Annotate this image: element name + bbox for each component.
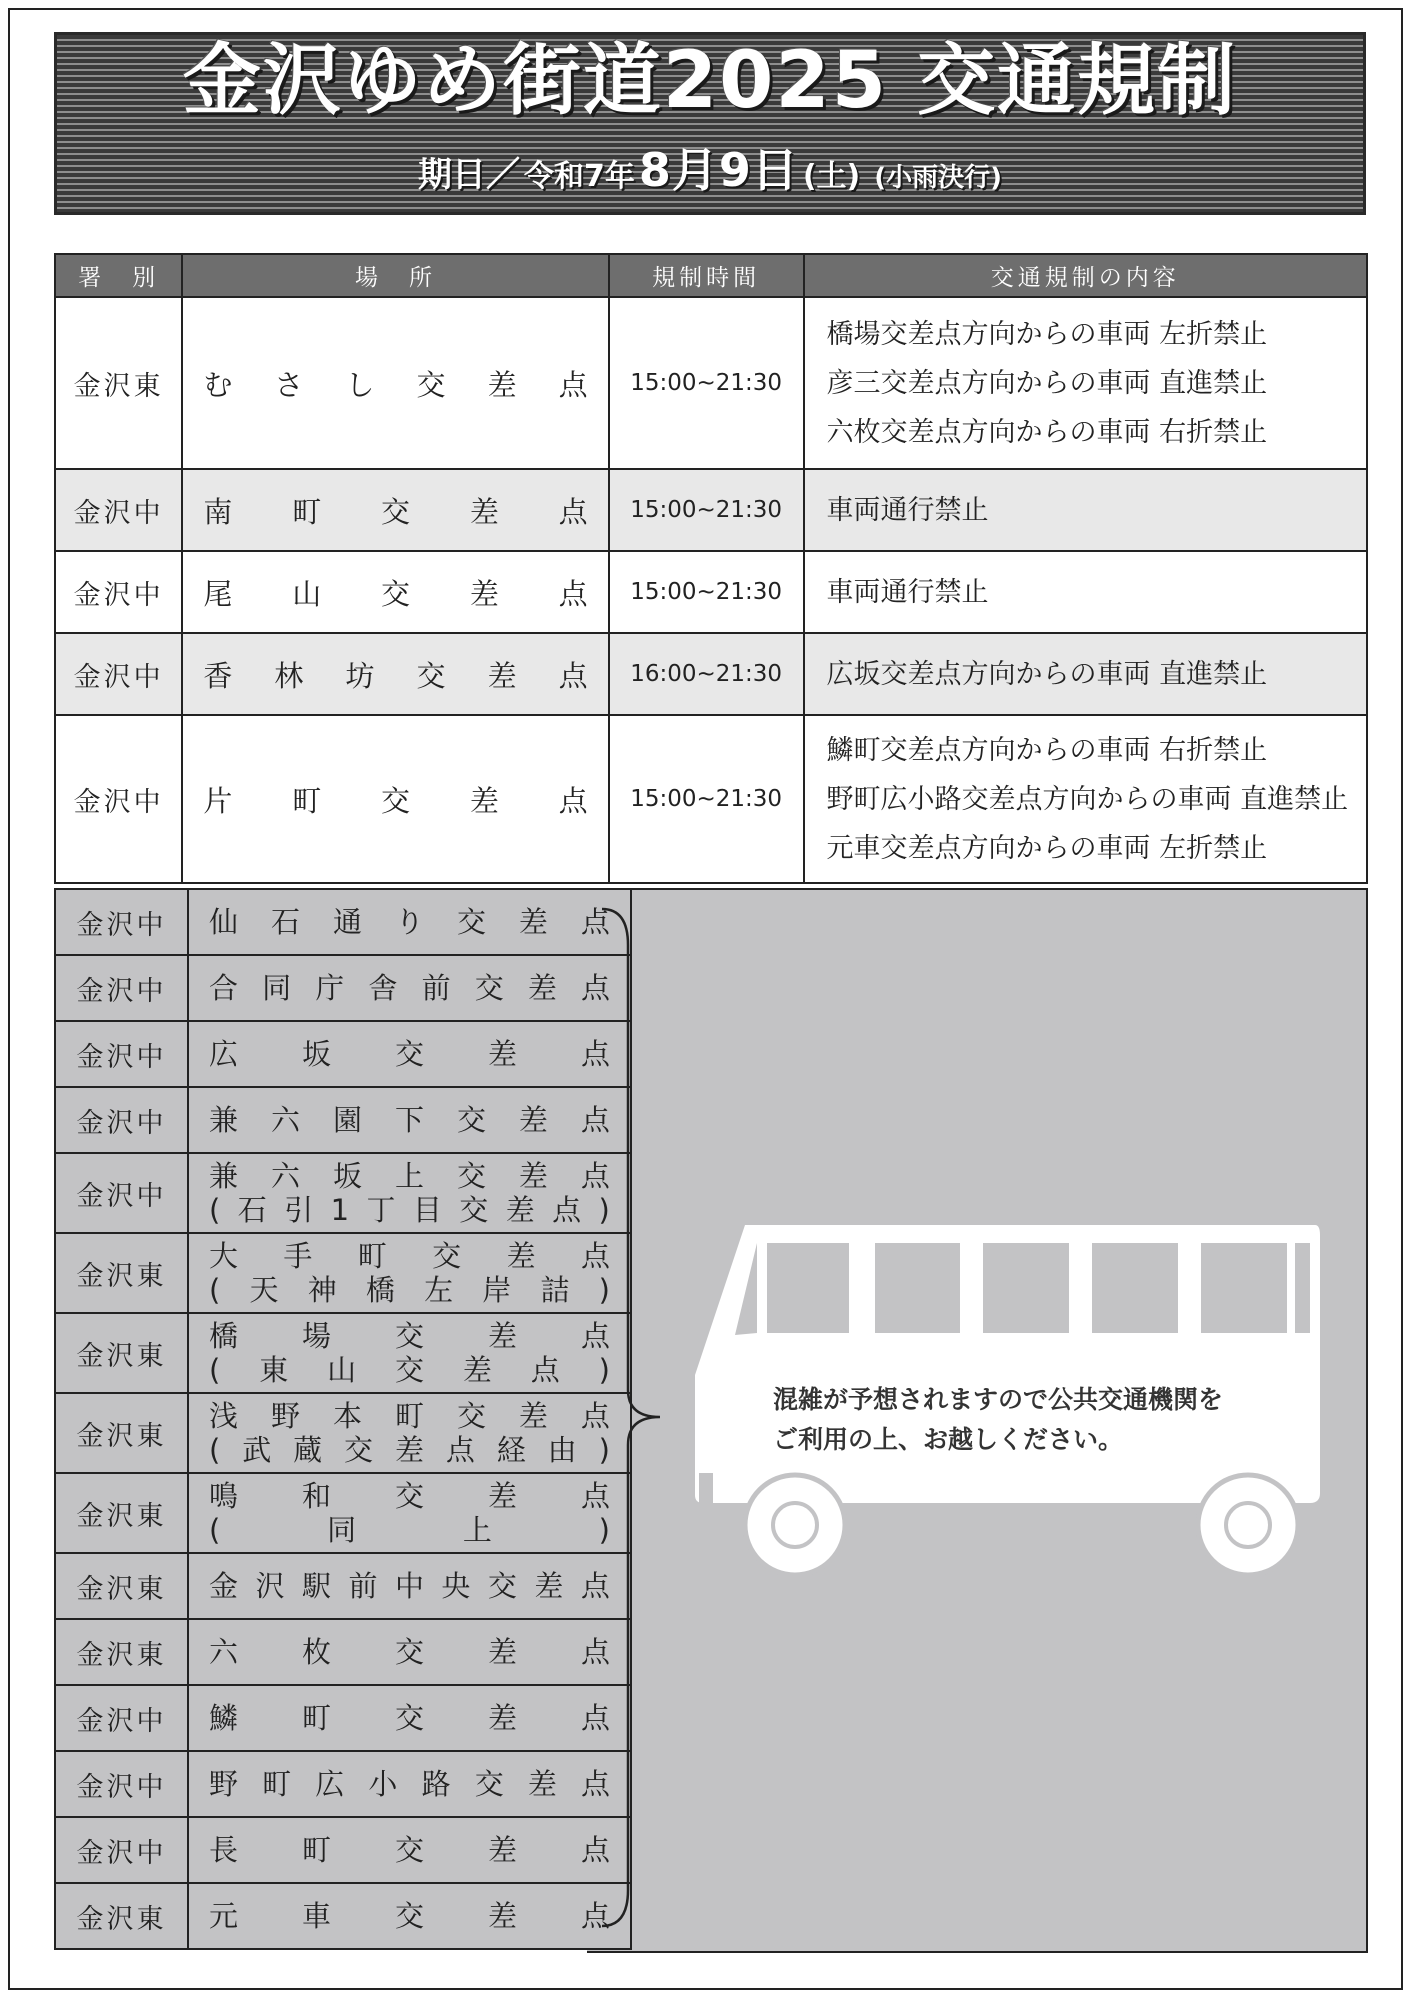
table-row [55,551,1367,633]
place-char: 交 [456,1103,486,1137]
place-char: 坂 [301,1037,331,1071]
table-row [55,1313,631,1393]
place-char: 町 [292,494,322,529]
office-cell: 金沢中 [55,469,182,551]
place-cell [182,469,608,551]
place-char: 交 [394,1701,424,1735]
place-char: 長 [209,1833,239,1867]
place-char: 石 [237,1193,267,1227]
place-cell [182,633,608,715]
place-char: 点 [558,367,588,402]
place-char: 差 [469,576,499,611]
place-char: り [394,905,424,939]
place-char: 交 [416,367,446,402]
office-cell: 金沢中 [55,633,182,715]
place-char: 町 [357,1239,387,1273]
bottom-rows [55,889,631,1949]
place-char: 東 [259,1353,289,1387]
place-char: 町 [301,1833,331,1867]
place-char: 仙 [209,905,239,939]
place-char: 園 [332,1103,362,1137]
date-era: 令和7年 [523,158,635,194]
table-row [55,469,1367,551]
place-char: ) [598,1513,610,1547]
place-char: 点 [552,1193,582,1227]
office-cell: 金沢東 [55,1233,188,1313]
place-line [209,1319,610,1353]
table-row [55,1153,631,1233]
title-banner [54,32,1366,215]
table-row [55,715,1367,883]
place-line [209,1701,610,1735]
place-cell [188,1087,631,1153]
content-line: 六枚交差点方向からの車両 右折禁止 [826,416,1268,448]
place-cell [188,1619,631,1685]
place-char: 手 [283,1239,313,1273]
content-line: 鱗町交差点方向からの車両 右折禁止 [826,734,1268,766]
office-cell: 金沢中 [55,1087,188,1153]
table-row [55,1685,631,1751]
date-note: (小雨決行) [874,162,1003,193]
place-char: 兼 [209,1103,239,1137]
place-char: 交 [456,1159,486,1193]
place-char: 交 [394,1899,424,1933]
place-cell [188,1153,631,1233]
place-char: 駅 [301,1569,331,1603]
time-cell: 16:00~21:30 [609,633,804,715]
top-rows [55,297,1367,883]
place-char: 香 [203,658,233,693]
place-cell [188,1751,631,1817]
office-cell: 金沢中 [55,715,182,883]
closure-table [54,888,632,1950]
place-char: ) [598,1273,610,1307]
place-char: 交 [459,1193,489,1227]
office-cell: 金沢東 [55,1473,188,1553]
place-char: 差 [487,1635,517,1669]
office-cell: 金沢東 [55,1313,188,1393]
place-char: 交 [456,905,486,939]
place-char: 差 [518,1399,548,1433]
event-date [418,134,1002,200]
place-char: 点 [580,1319,610,1353]
place-char: 大 [209,1239,239,1273]
place-char: 点 [445,1433,475,1467]
table-row [55,1473,631,1553]
place-char: 兼 [209,1159,239,1193]
place-char: 鳴 [209,1479,239,1513]
place-char: 差 [487,1319,517,1353]
place-char: 町 [301,1701,331,1735]
place-char: 交 [394,1833,424,1867]
place-char: 前 [348,1569,378,1603]
place-char: 合 [209,971,239,1005]
place-char: 上 [462,1513,492,1547]
place-char: 差 [487,1701,517,1735]
place-char: 点 [580,1159,610,1193]
content-line: 広坂交差点方向からの車両 直進禁止 [826,658,1268,690]
place-char: 点 [580,1767,610,1801]
place-cell [188,1313,631,1393]
place-char: 引 [284,1193,314,1227]
place-char: 通 [332,905,362,939]
place-cell [188,889,631,955]
table-row [55,1619,631,1685]
place-char: ) [598,1433,610,1467]
place-char: 央 [441,1569,471,1603]
office-cell: 金沢東 [55,1553,188,1619]
date-weekday: (土) [802,158,861,194]
place-cell [188,1233,631,1313]
place-char: 浅 [209,1399,239,1433]
place-line [209,1833,610,1867]
curly-brace-icon [600,905,670,1930]
date-day: 8月9日 [638,142,799,197]
place-char: 交 [456,1399,486,1433]
place-char: 山 [327,1353,357,1387]
place-line [209,1159,610,1193]
office-cell: 金沢中 [55,1751,188,1817]
place-line [209,1103,610,1137]
table-row [55,1817,631,1883]
office-cell: 金沢中 [55,551,182,633]
place-char: 車 [301,1899,331,1933]
place-char: 同 [327,1513,357,1547]
place-char: ) [598,1193,610,1227]
place-char: 交 [487,1569,517,1603]
content-line: 車両通行禁止 [826,576,989,608]
place-char: 交 [474,1767,504,1801]
place-char: 野 [270,1399,300,1433]
place-line [209,1635,610,1669]
place-char: 交 [394,1635,424,1669]
place-line [209,1569,610,1603]
place-char: 点 [580,1569,610,1603]
office-cell: 金沢中 [55,889,188,955]
place-char: 点 [558,494,588,529]
place-char: 上 [394,1159,424,1193]
place-char: ( [209,1353,221,1387]
table-row [55,1751,631,1817]
place-char: 神 [307,1273,337,1307]
place-cell [188,1473,631,1553]
time-cell: 15:00~21:30 [609,551,804,633]
place-line [209,1767,610,1801]
place-char: 差 [394,1433,424,1467]
place-char: 交 [394,1353,424,1387]
place-char: 交 [394,1479,424,1513]
transit-message [773,1380,1223,1460]
table-row [55,1021,631,1087]
office-cell: 金沢中 [55,1021,188,1087]
place-char: 点 [580,1899,610,1933]
place-char: 経 [496,1433,526,1467]
place-char: 交 [394,1037,424,1071]
header-content: 交通規制の内容 [804,254,1368,297]
place-char: 南 [203,494,233,529]
content-line: 野町広小路交差点方向からの車両 直進禁止 [826,783,1349,815]
place-char: 差 [505,1193,535,1227]
place-cell [182,297,608,469]
header-office: 署 別 [55,254,182,297]
office-cell: 金沢東 [55,1393,188,1473]
office-cell: 金沢東 [55,1883,188,1949]
place-char: ( [209,1273,221,1307]
place-char: 小 [368,1767,398,1801]
place-cell [188,1021,631,1087]
place-char: 交 [381,494,411,529]
table-row [55,297,1367,469]
place-char: 林 [274,658,304,693]
place-char: 岸 [482,1273,512,1307]
place-char: ( [209,1433,221,1467]
place-cell [188,955,631,1021]
place-char: 天 [249,1273,279,1307]
place-line [209,1433,610,1467]
place-cell [182,551,608,633]
place-char: 交 [344,1433,374,1467]
place-line [209,971,610,1005]
place-char: 交 [474,971,504,1005]
place-char: 点 [558,576,588,611]
place-char: 枚 [301,1635,331,1669]
place-char: 差 [487,367,517,402]
content-cell [804,633,1368,715]
place-char: 片 [203,783,233,818]
place-line [209,1193,610,1227]
place-char: 六 [270,1103,300,1137]
time-cell: 15:00~21:30 [609,469,804,551]
place-char: 交 [432,1239,462,1273]
content-line: 車両通行禁止 [826,494,989,526]
place-char: 点 [580,1103,610,1137]
place-char: 橋 [365,1273,395,1307]
place-char: 差 [487,1037,517,1071]
place-char: 差 [506,1239,536,1273]
place-cell [188,1393,631,1473]
table-row [55,1553,631,1619]
place-char: 差 [518,905,548,939]
page-title: 金沢ゆめ街道2025 交通規制 [182,35,1238,126]
place-char: 点 [580,1635,610,1669]
place-char: 本 [332,1399,362,1433]
place-char: 路 [421,1767,451,1801]
place-char: 坂 [332,1159,362,1193]
office-cell: 金沢中 [55,1817,188,1883]
place-char: 町 [394,1399,424,1433]
place-char: 1 [330,1193,350,1227]
place-char: 交 [416,658,446,693]
table-row [55,955,631,1021]
place-char: 点 [558,658,588,693]
content-line: 元車交差点方向からの車両 左折禁止 [826,832,1268,864]
place-cell [188,1883,631,1949]
place-cell [188,1685,631,1751]
table-row [55,889,631,955]
place-line [209,1037,610,1071]
place-char: 差 [469,494,499,529]
place-char: 交 [394,1319,424,1353]
place-char: 点 [580,1239,610,1273]
place-char: 点 [580,971,610,1005]
place-char: 点 [580,1037,610,1071]
place-char: 和 [301,1479,331,1513]
content-cell [804,469,1368,551]
office-cell: 金沢中 [55,1153,188,1233]
table-row [55,1233,631,1313]
header-place: 場 所 [182,254,608,297]
content-line: 彦三交差点方向からの車両 直進禁止 [826,367,1268,399]
place-char: 差 [518,1103,548,1137]
place-char: 橋 [209,1319,239,1353]
header-row [55,254,1367,297]
place-char: 鱗 [209,1701,239,1735]
table-row [55,1883,631,1949]
place-char: 差 [462,1353,492,1387]
place-char: 丁 [366,1193,396,1227]
office-cell: 金沢東 [55,1619,188,1685]
office-cell: 金沢中 [55,1685,188,1751]
content-cell [804,715,1368,883]
message-line: 混雑が予想されますので公共交通機関を [773,1385,1224,1414]
place-char: 広 [209,1037,239,1071]
place-char: 前 [421,971,451,1005]
place-char: 石 [270,905,300,939]
place-line [209,905,610,939]
place-char: 町 [262,1767,292,1801]
place-char: 下 [394,1103,424,1137]
place-char: 左 [424,1273,454,1307]
place-cell [188,1817,631,1883]
header-time: 規制時間 [609,254,804,297]
content-cell [804,297,1368,469]
office-cell: 金沢中 [55,955,188,1021]
place-char: 沢 [255,1569,285,1603]
time-cell: 15:00~21:30 [609,715,804,883]
place-char: し [345,367,375,402]
place-char: 舎 [368,971,398,1005]
place-char: 元 [209,1899,239,1933]
place-char: 点 [580,1479,610,1513]
place-char: 差 [487,1899,517,1933]
place-char: 尾 [203,576,233,611]
place-char: 野 [209,1767,239,1801]
place-char: さ [274,367,304,402]
place-char: 点 [530,1353,560,1387]
place-char: ) [598,1353,610,1387]
place-line [209,1513,610,1547]
place-char: 差 [534,1569,564,1603]
table-row [55,633,1367,715]
place-char: 交 [381,576,411,611]
place-char: 目 [412,1193,442,1227]
place-line [209,1239,610,1273]
place-char: 中 [394,1569,424,1603]
place-char: 差 [527,971,557,1005]
place-cell [188,1553,631,1619]
place-char: 庁 [315,971,345,1005]
place-char: 同 [262,971,292,1005]
place-char: 差 [469,783,499,818]
place-char: 金 [209,1569,239,1603]
place-char: 蔵 [293,1433,323,1467]
place-line [209,1399,610,1433]
place-char: ( [209,1193,221,1227]
place-char: 点 [580,1399,610,1433]
place-char: 由 [547,1433,577,1467]
message-line: ご利用の上、お越しください。 [773,1425,1124,1454]
place-char: 差 [487,1479,517,1513]
time-cell: 15:00~21:30 [609,297,804,469]
place-char: 差 [487,658,517,693]
regulation-table [54,253,1368,884]
place-char: 点 [558,783,588,818]
place-char: 場 [301,1319,331,1353]
place-char: 広 [315,1767,345,1801]
place-char: ( [209,1513,221,1547]
place-line [209,1899,610,1933]
place-char: む [203,367,233,402]
place-char: 差 [527,1767,557,1801]
place-char: 差 [487,1833,517,1867]
place-char: 点 [580,905,610,939]
place-char: 差 [518,1159,548,1193]
table-row [55,1393,631,1473]
place-char: 六 [209,1635,239,1669]
place-char: 詰 [540,1273,570,1307]
place-char: 点 [580,1701,610,1735]
place-char: 交 [381,783,411,818]
place-char: 武 [242,1433,272,1467]
place-cell [182,715,608,883]
date-prefix: 期日／ [417,154,520,195]
table-row [55,1087,631,1153]
content-cell [804,551,1368,633]
office-cell: 金沢東 [55,297,182,469]
place-char: 六 [270,1159,300,1193]
place-line [209,1273,610,1307]
place-char: 町 [292,783,322,818]
content-line: 橋場交差点方向からの車両 左折禁止 [826,318,1268,350]
place-char: 山 [292,576,322,611]
place-char: 坊 [345,658,375,693]
place-char: 点 [580,1833,610,1867]
place-line [209,1479,610,1513]
place-line [209,1353,610,1387]
